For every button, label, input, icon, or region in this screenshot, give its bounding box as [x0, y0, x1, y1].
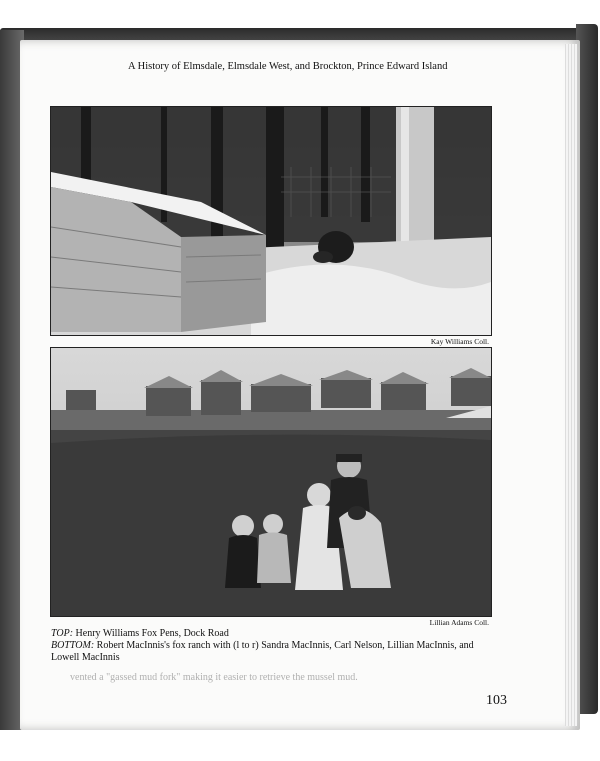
photo-caption [51, 628, 491, 664]
fox-ranch-image [51, 348, 491, 616]
caption-bottom-label: BOTTOM: [51, 640, 95, 651]
caption-top-label: TOP: [51, 628, 74, 639]
photo-fox-ranch [50, 347, 492, 617]
photo-fox-pens [50, 106, 492, 336]
running-header: A History of Elmsdale, Elmsdale West, and Brockton, Prince Edward Island [128, 61, 448, 72]
caption-bottom-text: Robert MacInnis's fox ranch with (l to r) Sandra MacInnis, Carl Nelson, Lillian MacInnis, and Lowell MacInnis [51, 640, 474, 663]
caption-top-text: Henry Williams Fox Pens, Dock Road [75, 628, 229, 639]
page-edge [565, 44, 577, 726]
caption-top [51, 628, 491, 640]
bleed-through-text: vented a "gassed mud fork" making it easier to retrieve the mussel mud. [70, 672, 358, 683]
photo-credit-bottom: Lillian Adams Coll. [429, 618, 489, 627]
page-number: 103 [486, 693, 507, 708]
caption-bottom [51, 640, 491, 664]
photo-credit-top: Kay Williams Coll. [430, 337, 489, 346]
fox-pens-image [51, 107, 491, 335]
